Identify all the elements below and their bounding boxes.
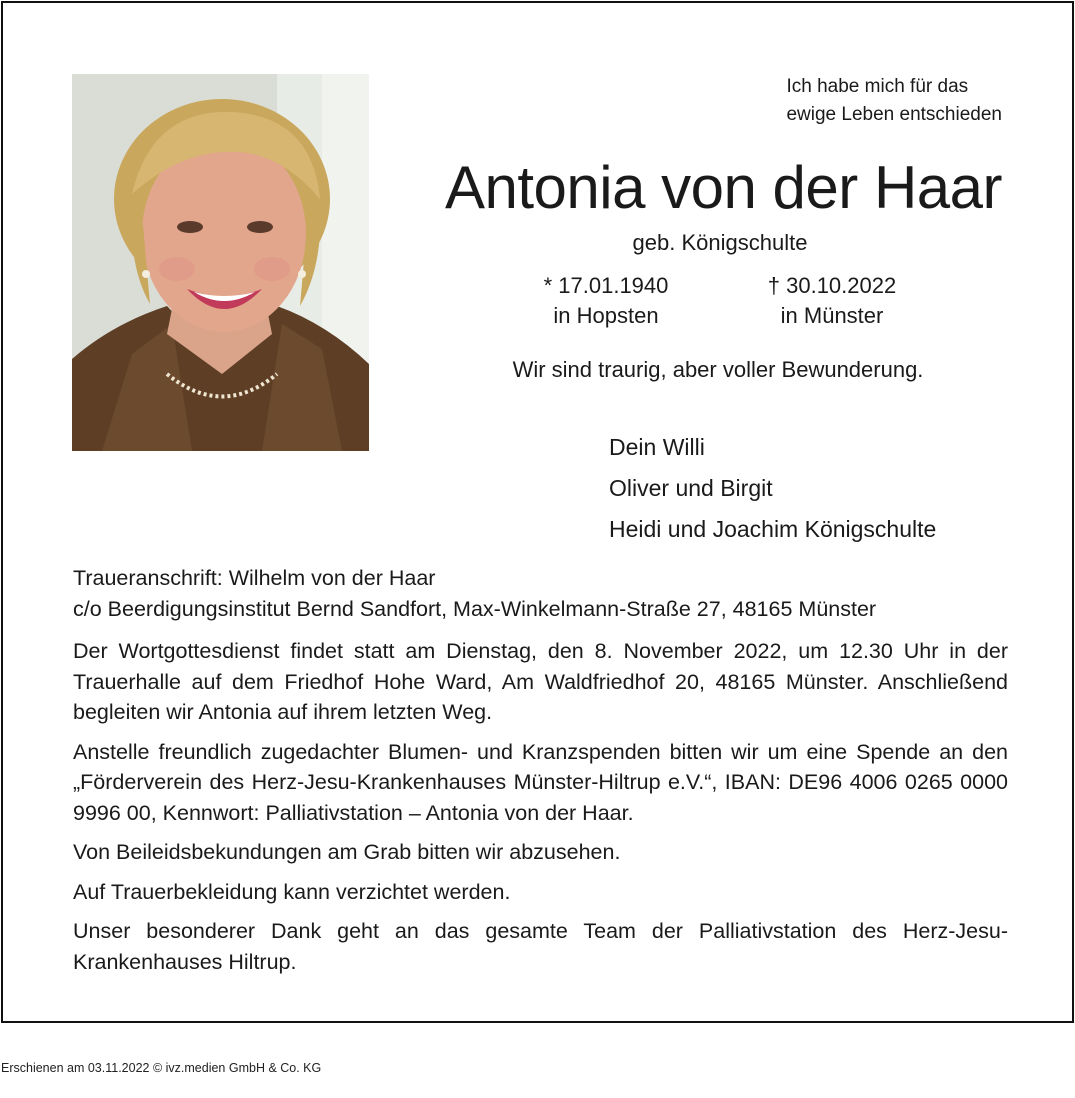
mourning-address: [73, 563, 1008, 624]
publication-footer: Erschienen am 03.11.2022 © ivz.medien GmbH & Co. KG: [1, 1061, 322, 1075]
address-line-2: c/o Beerdigungsinstitut Bernd Sandfort, Max-Winkelmann-Straße 27, 48165 Münster: [73, 596, 877, 621]
death-date: † 30.10.2022: [767, 273, 897, 298]
deceased-name: Antonia von der Haar: [444, 154, 1002, 221]
quote: Wir sind traurig, aber voller Bewunderung.: [512, 357, 924, 382]
signer: Oliver und Birgit: [609, 475, 773, 501]
signer: Heidi und Joachim Königschulte: [609, 516, 937, 542]
address-line-1: Traueranschrift: Wilhelm von der Haar: [73, 566, 436, 590]
notice-body: [73, 563, 1008, 986]
donation-paragraph: Anstelle freundlich zugedachter Blumen- und Kranzspenden bitten wir um eine Spende an den „Förderverein des Herz-Jesu-Krankenhauses Münster-Hiltrup e.V.“, IBAN: DE96 4006 0265 0000 9996 00, Kennwort: Palliativstation – Antonia von der Haar.: [73, 739, 1008, 825]
birth-info: [523, 271, 689, 331]
signers: [609, 427, 936, 550]
death-place: in Münster: [780, 303, 884, 328]
portrait-image: [72, 74, 369, 451]
obituary-card: [1, 1, 1074, 1023]
portrait-photo: [72, 74, 369, 451]
birth-date: * 17.01.1940: [543, 273, 669, 298]
signer: Dein Willi: [609, 434, 705, 460]
thanks-paragraph: Unser besonderer Dank geht an das gesamte Team der Palliativstation des Herz-Jesu-Krankenhauses Hiltrup.: [73, 919, 1008, 974]
clothing-paragraph: Auf Trauerbekleidung kann verzichtet werden.: [73, 879, 511, 904]
motto-line-2: ewige Leben entschieden: [786, 104, 1002, 125]
born-name: geb. Königschulte: [632, 230, 808, 255]
condolences-paragraph: Von Beileidsbekundungen am Grab bitten wir abzusehen.: [73, 840, 621, 864]
death-info: [744, 271, 920, 331]
service-paragraph: Der Wortgottesdienst findet statt am Dienstag, den 8. November 2022, um 12.30 Uhr in der Trauerhalle auf dem Friedhof Hohe Ward, Am Waldfriedhof 20, 48165 Münster. Anschließend begleiten wir Antonia auf ihrem letzten Weg.: [73, 639, 1008, 724]
birth-place: in Hopsten: [553, 303, 659, 328]
motto-line-1: Ich habe mich für das: [786, 76, 969, 97]
motto: [786, 73, 1002, 129]
